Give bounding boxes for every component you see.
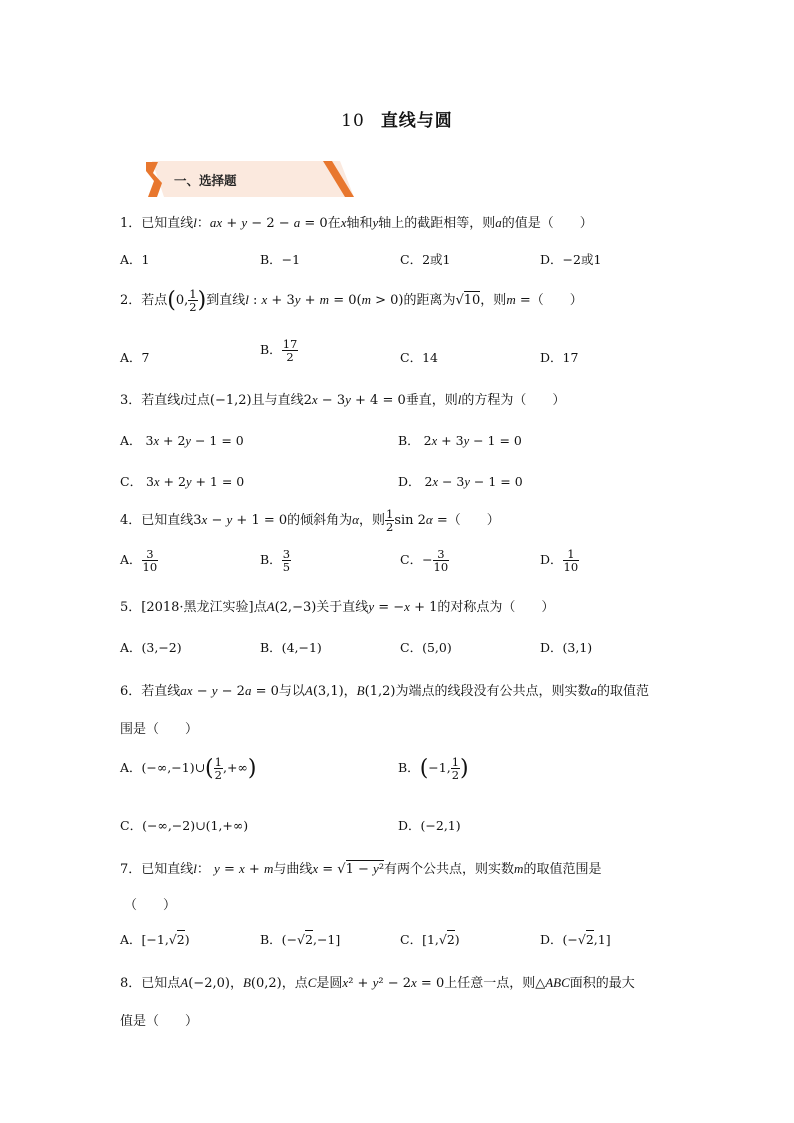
question-3-option-d[interactable]: D． 2x − 3y − 1 = 0 [398, 474, 523, 489]
question-4-stem: 4．已知直线3x − y + 1 = 0的倾斜角为α，则 $\frac{1}{2}$ sin 2α =（ ） [120, 507, 500, 535]
question-7-stem-line2: （ ） [124, 898, 177, 913]
question-7-option-d[interactable]: D．(−√2,1] [540, 932, 611, 947]
question-2-option-d[interactable]: D．17 [540, 350, 579, 365]
question-5-option-a[interactable]: A．(3,−2) [120, 640, 182, 655]
question-8-stem-line2: 值是（ ） [120, 1014, 199, 1029]
question-4-option-b[interactable]: B． $\frac{3}{5}$ [260, 547, 291, 575]
question-6-option-d[interactable]: D．(−2,1) [398, 818, 461, 833]
section-label: 一、选择题 [174, 173, 237, 188]
section-banner [140, 159, 360, 199]
question-2-option-c[interactable]: C．14 [400, 350, 438, 365]
question-4-option-d[interactable]: D． $\frac{1}{10}$ [540, 547, 579, 575]
question-5-option-c[interactable]: C．(5,0) [400, 640, 452, 655]
title-text: 直线与圆 [380, 111, 453, 131]
question-5-option-b[interactable]: B．(4,−1) [260, 640, 322, 655]
question-1-option-a[interactable]: A．1 [120, 252, 150, 267]
question-3-option-c[interactable]: C． 3x + 2y + 1 = 0 [120, 474, 245, 489]
question-5-option-d[interactable]: D．(3,1) [540, 640, 593, 655]
question-7-option-a[interactable]: A．[−1,√2) [120, 932, 190, 947]
question-7-option-b[interactable]: B．(−√2,−1] [260, 932, 341, 947]
question-7-option-c[interactable]: C．[1,√2) [400, 932, 460, 947]
question-6-option-c[interactable]: C．(−∞,−2)∪(1,+∞) [120, 818, 249, 833]
question-2-option-b[interactable]: B． $\frac{17}{2}$ [260, 337, 298, 365]
question-6-option-a[interactable]: A．(−∞,−1)∪( $\frac{1}{2}$ ,+∞) [120, 755, 257, 783]
question-2-stem: 2．若点(0, $\frac{1}{2}$ )到直线l : x + 3y + m = 0(m > 0)的距离为√10，则m =（ ） [120, 287, 583, 315]
question-2-option-a[interactable]: A．7 [120, 350, 150, 365]
question-6-stem-line1: 6．若直线ax − y − 2a = 0与以A(3,1)，B(1,2)为端点的线段没有公共点，则实数a的取值范 [120, 683, 649, 699]
question-7-stem-line1: 7．已知直线l： y = x + m与曲线x = √1 − y²有两个公共点，则实数m的取值范围是 [120, 861, 602, 877]
question-4-option-c[interactable]: C．− $\frac{3}{10}$ [400, 547, 449, 575]
page-title [0, 106, 794, 131]
question-3-stem: 3．若直线l过点(−1,2)且与直线2x − 3y + 4 = 0垂直，则l的方程为（ ） [120, 392, 566, 408]
title-number: 10 [341, 111, 365, 131]
question-1-option-d[interactable]: D．−2或1 [540, 252, 602, 267]
question-1-stem: 1．已知直线l：ax + y − 2 − a = 0在x轴和y轴上的截距相等，则a的值是（ ） [120, 215, 593, 231]
question-3-option-a[interactable]: A． 3x + 2y − 1 = 0 [120, 433, 244, 448]
question-6-stem-line2: 围是（ ） [120, 722, 199, 737]
question-1-option-c[interactable]: C．2或1 [400, 252, 451, 267]
question-1-option-b[interactable]: B．−1 [260, 252, 301, 267]
question-5-stem: 5．[2018·黑龙江实验]点A(2,−3)关于直线y = −x + 1的对称点为（ ） [120, 599, 555, 615]
question-3-option-b[interactable]: B． 2x + 3y − 1 = 0 [398, 433, 522, 448]
question-6-option-b[interactable]: B．(−1, $\frac{1}{2}$ ) [398, 755, 469, 783]
question-8-stem-line1: 8．已知点A(−2,0)，B(0,2)，点C是圆x² + y² − 2x = 0上任意一点，则△ABC面积的最大 [120, 975, 635, 991]
question-4-option-a[interactable]: A． $\frac{3}{10}$ [120, 547, 158, 575]
